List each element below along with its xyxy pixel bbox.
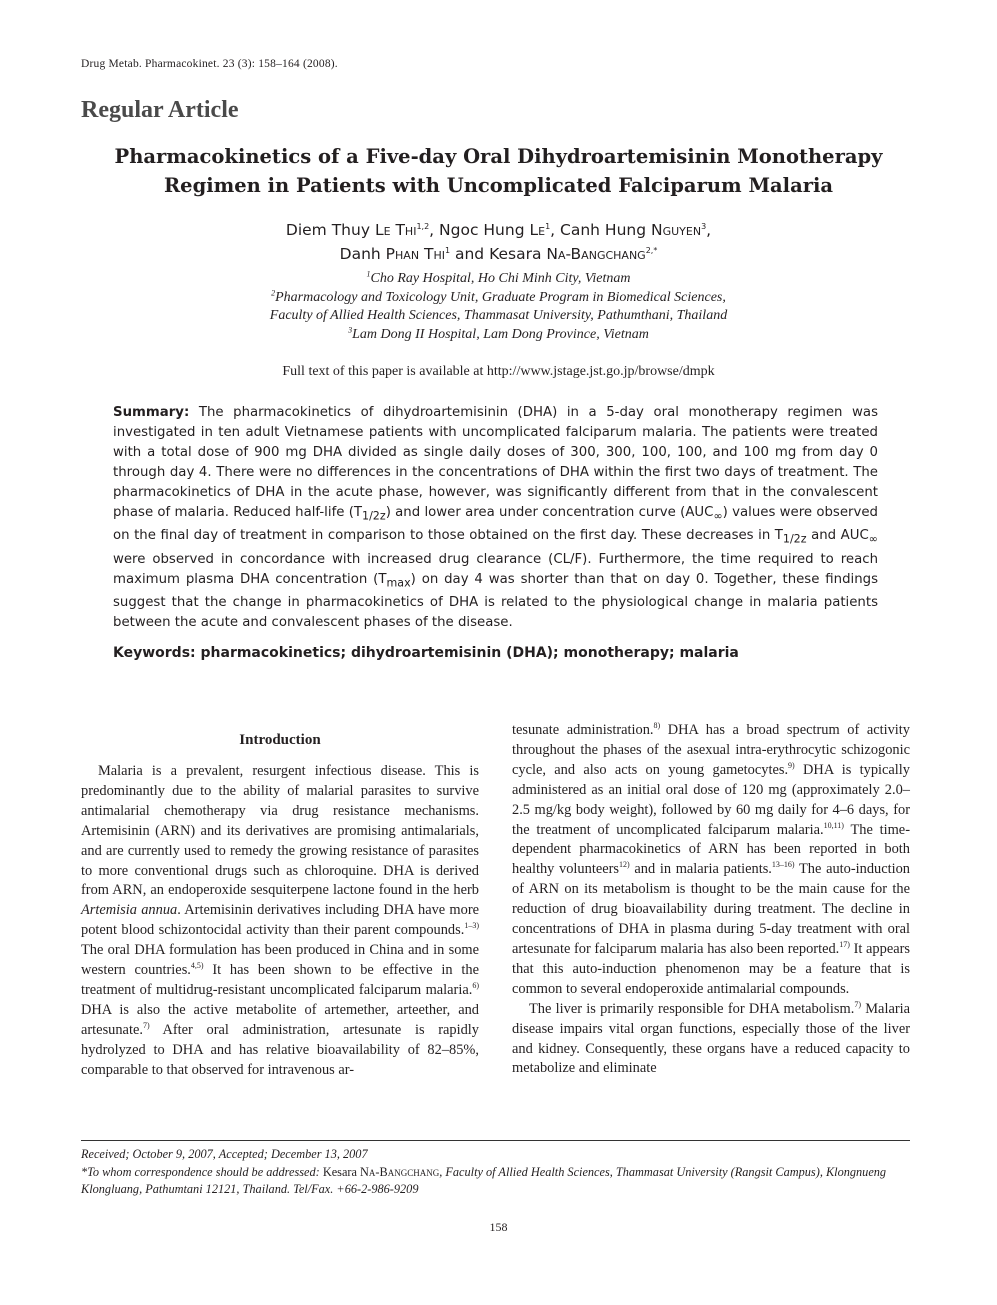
author-4: Danh Phan Thi$^1$: [339, 245, 451, 263]
full-text-note: Full text of this paper is available at http://www.jstage.jst.go.jp/browse/dmpk: [282, 364, 715, 379]
affiliations: [80, 270, 917, 344]
received-dates: Received; October 9, 2007, Accepted; December 13, 2007: [81, 1147, 368, 1161]
authors-line-1: Diem Thuy Le Thi$^{1,2}$, Ngoc Hung Le$^1$, Canh Hung Nguyen$^3$,: [285, 221, 712, 239]
right-column: [512, 721, 910, 1079]
title-line-2: Regimen in Patients with Uncomplicated Falciparum Malaria: [163, 174, 834, 197]
article-title: [80, 142, 917, 200]
left-column: [81, 731, 479, 1081]
introduction-heading: Introduction: [239, 732, 321, 748]
affiliation-1: $^1$Cho Ray Hospital, Ho Chi Minh City, Vietnam: [366, 269, 631, 286]
correspondence: *To whom correspondence should be addressed: Kesara Na-Bangchang, Faculty of Allied Health Sciences, Thammasat University (Rangsit Campus), Klongnueng Klongluang, Pathumtani 12121, Thailand. Tel/Fax. +66-2-986-9209: [81, 1164, 887, 1196]
author-3: Canh Hung Nguyen$^3$: [560, 221, 707, 239]
author-5: Kesara Na-Bangchang$^{2,*}$: [489, 245, 658, 263]
section-label: Regular Article: [81, 97, 239, 123]
authors-line-2: Danh Phan Thi$^1$ and Kesara Na-Bangchang$^{2,*}$: [339, 245, 658, 263]
affiliation-2-cont: Faculty of Allied Health Sciences, Thammasat University, Pathumthani, Thailand: [269, 308, 728, 323]
author-2: Ngoc Hung Le$^1$: [439, 221, 551, 239]
affiliation-3: $^3$Lam Dong II Hospital, Lam Dong Province, Vietnam: [348, 324, 649, 342]
page-number: 158: [489, 1220, 508, 1234]
journal-reference: Drug Metab. Pharmacokinet. 23 (3): 158–164 (2008).: [81, 58, 338, 70]
abstract: Summary: The pharmacokinetics of dihydroartemisinin (DHA) in a 5-day oral monotherapy regimen was investigated in ten adult Vietnamese patients with uncomplicated falciparum malaria. The patients were treated with a total dose of 900 mg DHA divided as single daily doses of 300, 300, 100, 100, and 100 mg from day 0 through day 4. There were no differences in the concentrations of DHA within the first two days of treatment. The pharmacokinetics of DHA in the acute phase, however, was significantly different from that in the convalescent phase of malaria. Reduced half-life $(T_{1/2z})$ and lower area under concentration curve $(AUC_\infty)$ values were observed on the final day of treatment in comparison to those obtained on the first day. These decreases in $T_{1/2z}$ and $AUC_\infty$ were observed in concordance with increased drug clearance (CL/F). Furthermore, the time required to reach maximum plasma DHA concentration $(T_{max})$ on day 4 was shorter than that on day 0. Together, these findings suggest that the change in pharmacokinetics of DHA is related to the physiological change in malaria patients between the acute and convalescent phases of the disease.: [113, 405, 879, 631]
keywords: Keywords: pharmacokinetics; dihydroartemisinin (DHA); monotherapy; malaria: [113, 645, 739, 661]
intro-paragraph-1: Malaria is a prevalent, resurgent infectious disease. This is predominantly due to the ability of malarial parasites to survive antimalarial chemotherapy via drug resistance mechanisms. Artemisinin (ARN) and its derivatives are promising antimalarials, and are currently used to remedy the growing resistance of parasites to more conventional drugs such as chloroquine. DHA is derived from ARN, an endoperoxide sesquiterpene lactone found in the herb Artemisia annua. Artemisinin derivatives including DHA have more potent blood schizontocidal activity than their parent compounds.$^{1-3)}$ The oral DHA formulation has been produced in China and in some western countries.$^{4,5)}$ It has been shown to be effective in the treatment of multidrug-resistant uncomplicated falciparum malaria.$^{6)}$ DHA is also the active metabolite of artemether, arteether, and artesunate.$^{7)}$ After oral administration, artesunate is rapidly hydrolyzed to DHA and has relative bioavailability of 82–85%, comparable to that observed for intravenous ar-: [81, 763, 479, 1078]
footnotes: [81, 1146, 910, 1199]
intro-paragraph-2: The liver is primarily responsible for DHA metabolism.$^{7)}$ Malaria disease impairs vital organ functions, especially those of the liver and kidney. Consequently, these organs have a reduced capacity to metabolize and eliminate: [512, 999, 911, 1077]
intro-paragraph-1-cont: tesunate administration.$^{8)}$ DHA has a broad spectrum of activity throughout the phases of the asexual intra-erythrocytic schizogonic cycle, and also acts on young gametocytes.$^{9)}$ DHA is typically administered as an initial oral dose of 120 mg (approximately 2.0–2.5 mg/kg body weight), followed by 60 mg daily for 4–6 days, for the treatment of uncomplicated falciparum malaria.$^{10,11)}$ The time-dependent pharmacokinetics of ARN has been reported in both healthy volunteers$^{12)}$ and in malaria patients.$^{13-16)}$ The auto-induction of ARN on its metabolism is thought to be the main cause for the reduction of drug bioavailability during treatment. The decline in concentrations of DHA in plasma during 5-day treatment with oral artesunate for falciparum malaria has also been reported.$^{17)}$ It appears that this auto-induction phenomenon may be a feature that is common to several endoperoxide antimalarial compounds.: [512, 721, 910, 997]
title-line-1: Pharmacokinetics of a Five-day Oral Dihydroartemisinin Monotherapy: [114, 145, 883, 168]
footnote-divider: [81, 1140, 910, 1141]
author-list: [80, 218, 917, 266]
author-1: Diem Thuy Le Thi$^{1,2}$: [285, 221, 430, 239]
summary-label: Summary:: [113, 405, 190, 420]
affiliation-2: $^2$Pharmacology and Toxicology Unit, Graduate Program in Biomedical Sciences,: [271, 287, 726, 305]
